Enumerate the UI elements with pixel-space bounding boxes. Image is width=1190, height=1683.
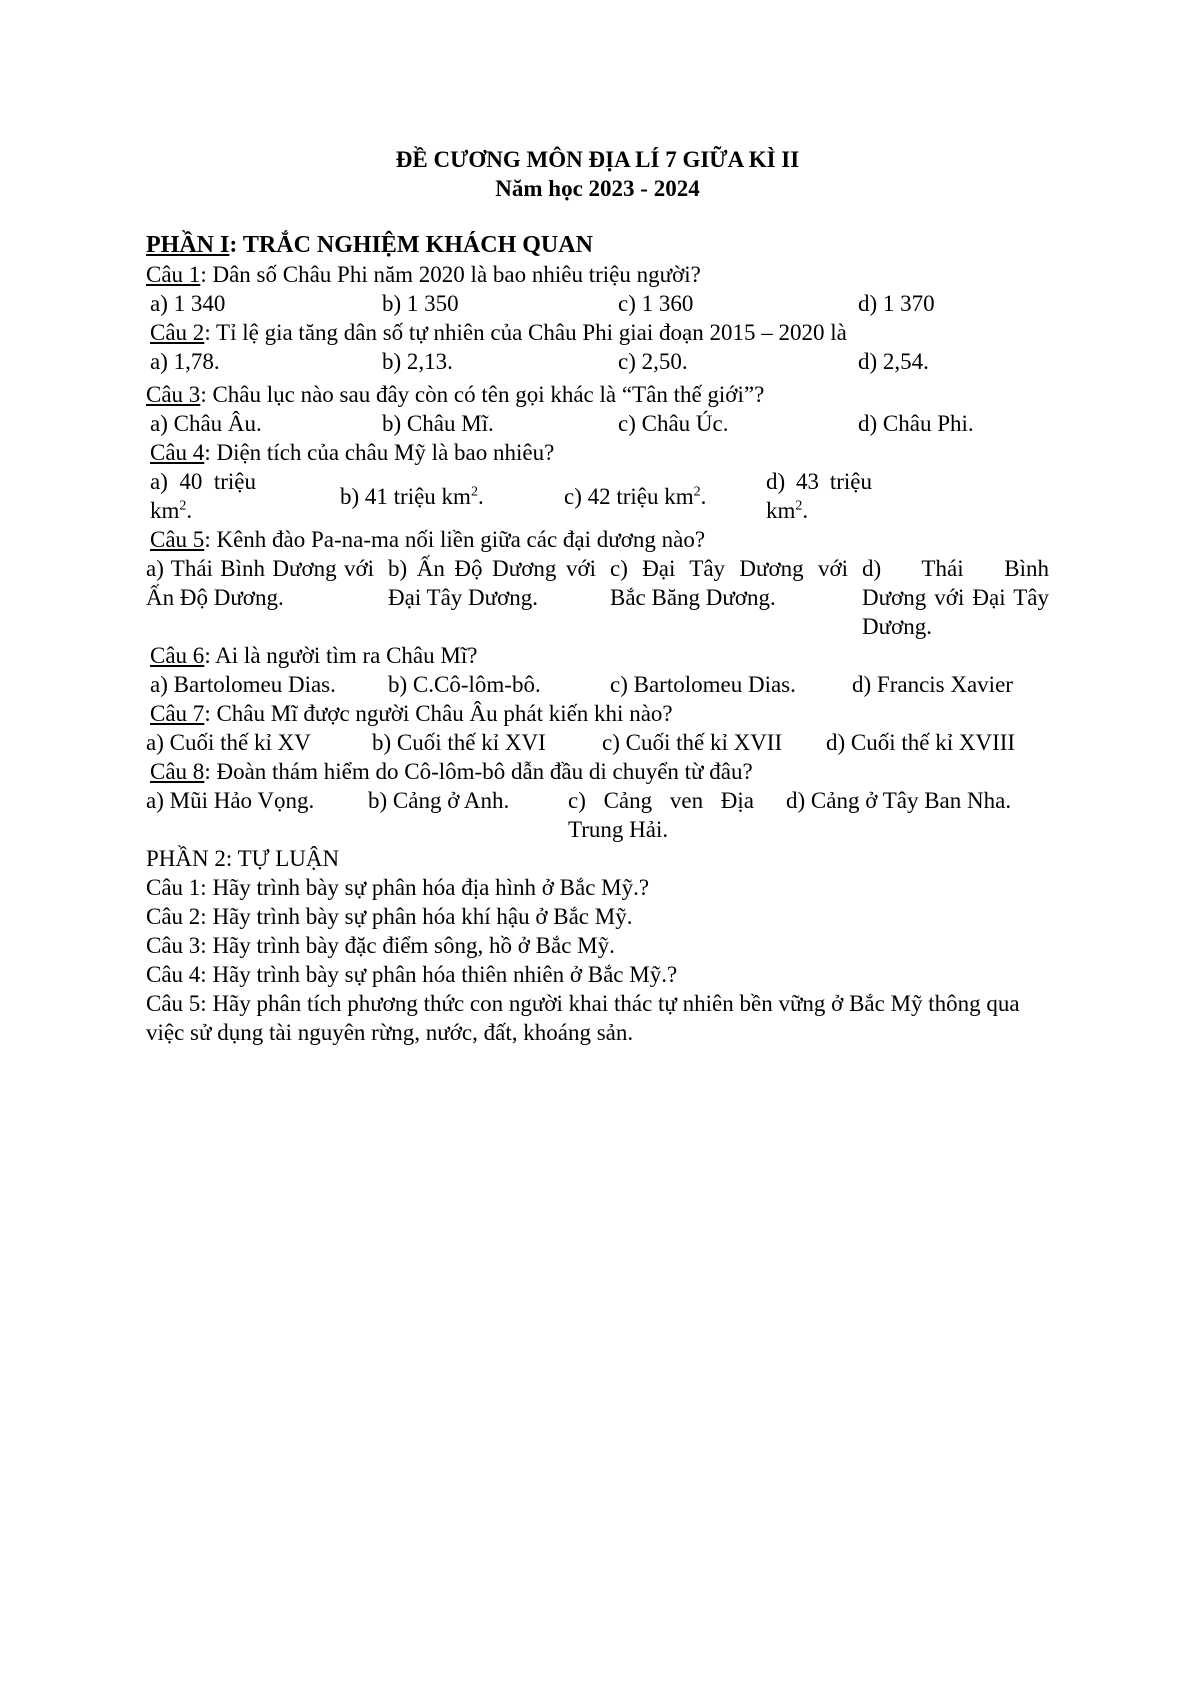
q1-option-d: d) 1 370: [858, 291, 935, 316]
question-6: [146, 641, 1049, 670]
question-8-text: : Đoàn thám hiểm do Cô-lôm-bô dẫn đầu di chuyển từ đâu?: [204, 759, 753, 784]
q4-option-c: [564, 482, 766, 511]
q4-option-b-sup: 2: [470, 483, 478, 499]
q4-option-c-sup: 2: [693, 483, 701, 499]
school-year: Năm học 2023 - 2024: [495, 176, 700, 201]
q6-option-b: b) C.Cô-lôm-bô.: [388, 672, 541, 697]
part1-label: PHẦN I: [146, 232, 230, 258]
q2-option-b: b) 2,13.: [382, 349, 453, 374]
question-2-options: [146, 347, 1049, 376]
question-5: [146, 525, 1049, 554]
q4-option-b-end: .: [477, 483, 484, 509]
question-1: [146, 260, 1049, 289]
question-4-number: Câu 4: [150, 440, 205, 465]
q4-option-d: [766, 467, 886, 525]
q7-option-b: b) Cuối thế kỉ XVI: [372, 730, 546, 755]
question-7: [146, 699, 1049, 728]
q4-option-d-text: d) 43 triệu km: [766, 469, 872, 523]
q7-option-c: c) Cuối thế kỉ XVII: [602, 730, 783, 755]
question-5-options: [146, 554, 1049, 641]
q4-option-a-end: .: [186, 498, 193, 523]
question-8-options: [146, 786, 1049, 844]
question-3-number: Câu 3: [146, 382, 201, 407]
q3-option-d: d) Châu Phi.: [858, 411, 974, 436]
essay-questions: [146, 873, 1049, 1047]
q3-option-b: b) Châu Mĩ.: [382, 411, 494, 436]
q4-option-a-text: a) 40 triệu km: [150, 469, 256, 523]
q4-option-c-end: .: [700, 483, 707, 509]
question-3: [146, 380, 1049, 409]
question-3-text: : Châu lục nào sau đây còn có tên gọi khác là “Tân thế giới”?: [200, 382, 765, 407]
question-6-options: [146, 670, 1049, 699]
q7-option-d: d) Cuối thế kỉ XVIII: [826, 730, 1016, 755]
q5-option-c: c) Đại Tây Dương với Bắc Băng Dương.: [610, 556, 848, 610]
essay-question-2: Câu 2: Hãy trình bày sự phân hóa khí hậu ở Bắc Mỹ.: [146, 904, 633, 929]
document-title: ĐỀ CƯƠNG MÔN ĐỊA LÍ 7 GIỮA KÌ II: [395, 147, 800, 172]
question-7-options: [146, 728, 1049, 757]
q4-option-d-end: .: [802, 498, 809, 523]
q2-option-a: a) 1,78.: [150, 349, 220, 374]
q7-option-a: a) Cuối thế kỉ XV: [146, 730, 311, 755]
question-7-number: Câu 7: [150, 701, 205, 726]
q5-option-d: d) Thái Bình Dương với Đại Tây Dương.: [862, 556, 1049, 639]
q4-option-b-text: b) 41 triệu km: [340, 483, 471, 509]
q4-option-a: [150, 467, 270, 525]
q8-option-c: c) Cảng ven Địa Trung Hải.: [568, 788, 754, 842]
q5-option-a: a) Thái Bình Dương với Ấn Độ Dương.: [146, 556, 374, 610]
part1-title: : TRẮC NGHIỆM KHÁCH QUAN: [229, 232, 593, 258]
question-6-number: Câu 6: [150, 643, 205, 668]
q6-option-a: a) Bartolomeu Dias.: [150, 672, 336, 697]
q5-option-b: b) Ấn Độ Dương với Đại Tây Dương.: [388, 556, 596, 610]
question-2: [146, 318, 1049, 347]
essay-question-1: Câu 1: Hãy trình bày sự phân hóa địa hình ở Bắc Mỹ.?: [146, 875, 650, 900]
question-5-number: Câu 5: [150, 527, 205, 552]
q6-option-d: d) Francis Xavier: [852, 672, 1013, 697]
q3-option-a: a) Châu Âu.: [150, 411, 262, 436]
q4-option-b: [340, 482, 564, 511]
essay-question-3: Câu 3: Hãy trình bày đặc điểm sông, hồ ở Bắc Mỹ.: [146, 933, 615, 958]
document-page: [146, 145, 1049, 1047]
essay-question-5: Câu 5: Hãy phân tích phương thức con người khai thác tự nhiên bền vững ở Bắc Mỹ thông qua việc sử dụng tài nguyên rừng, nước, đất, khoáng sản.: [146, 991, 1020, 1045]
essay-question-4: Câu 4: Hãy trình bày sự phân hóa thiên nhiên ở Bắc Mỹ.?: [146, 962, 678, 987]
part1-heading: [146, 231, 1049, 260]
question-2-number: Câu 2: [150, 320, 205, 345]
q4-option-c-text: c) 42 triệu km: [564, 483, 694, 509]
question-3-options: [146, 409, 1049, 438]
q8-option-b: b) Cảng ở Anh.: [368, 788, 510, 813]
question-8-number: Câu 8: [150, 759, 205, 784]
q8-options-bc: [368, 786, 786, 844]
q1-option-b: b) 1 350: [382, 291, 459, 316]
question-7-text: : Châu Mĩ được người Châu Âu phát kiến khi nào?: [204, 701, 673, 726]
q8-option-a: a) Mũi Hảo Vọng.: [146, 788, 315, 813]
part2-heading: PHẦN 2: TỰ LUẬN: [146, 846, 340, 871]
q1-option-c: c) 1 360: [618, 291, 694, 316]
q3-option-c: c) Châu Úc.: [618, 411, 729, 436]
question-2-text: : Tỉ lệ gia tăng dân số tự nhiên của Châu Phi giai đoạn 2015 – 2020 là: [204, 320, 847, 345]
q8-option-d: d) Cảng ở Tây Ban Nha.: [786, 788, 1012, 813]
question-8: [146, 757, 1049, 786]
question-4-text: : Diện tích của châu Mỹ là bao nhiêu?: [204, 440, 555, 465]
q4-option-a-sup: 2: [179, 498, 187, 514]
question-1-number: Câu 1: [146, 262, 201, 287]
question-1-options: [146, 289, 1049, 318]
q2-option-c: c) 2,50.: [618, 349, 688, 374]
question-4: [146, 438, 1049, 467]
question-4-options: [146, 467, 1049, 525]
q1-option-a: a) 1 340: [150, 291, 226, 316]
q6-option-c: c) Bartolomeu Dias.: [610, 672, 796, 697]
q4-option-d-sup: 2: [795, 498, 803, 514]
question-5-text: : Kênh đào Pa-na-ma nối liền giữa các đại dương nào?: [204, 527, 706, 552]
question-1-text: : Dân số Châu Phi năm 2020 là bao nhiêu triệu người?: [200, 262, 701, 287]
q2-option-d: d) 2,54.: [858, 349, 929, 374]
question-6-text: : Ai là người tìm ra Châu Mĩ?: [204, 643, 478, 668]
